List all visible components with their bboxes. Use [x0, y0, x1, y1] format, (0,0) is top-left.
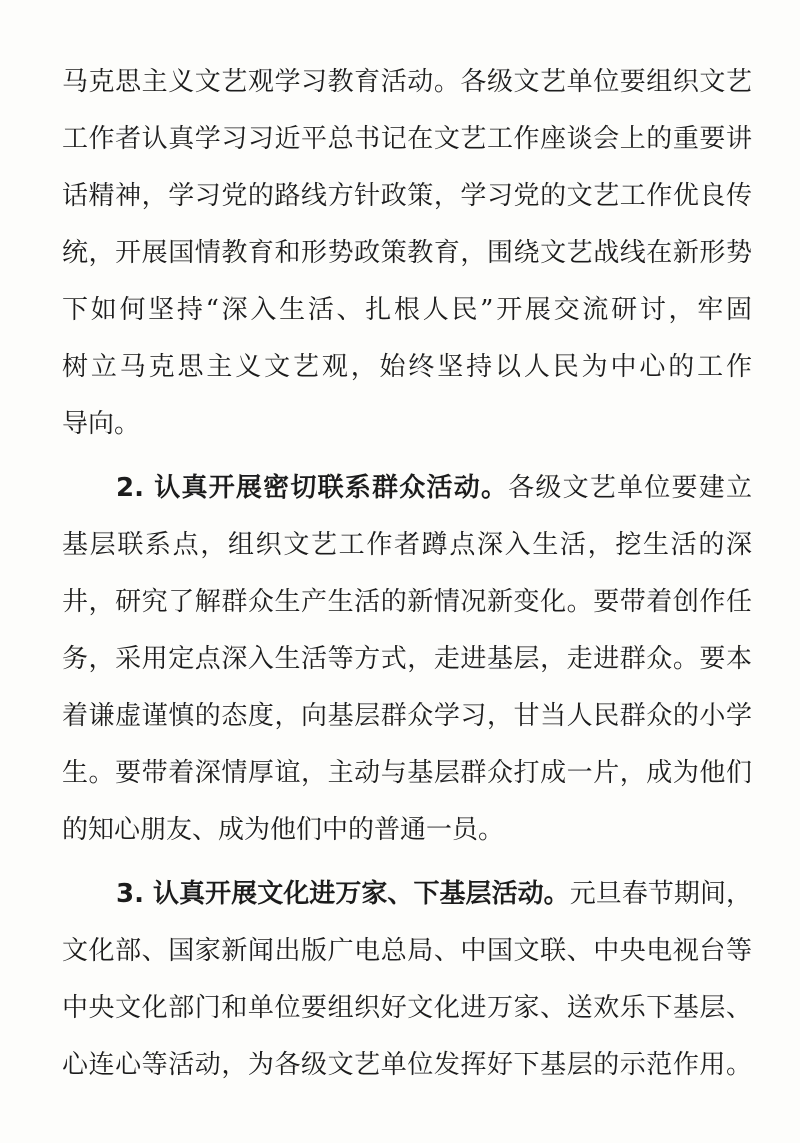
paragraph-3-first-line-text: 元旦春节期间，	[569, 879, 752, 909]
paragraph-2-line: 基层联系点，组织文艺工作者蹲点深入生活，挖生活的深	[62, 530, 752, 560]
paragraph-2-first-line-text: 各级文艺单位要建立	[508, 473, 752, 503]
paragraph-1-line: 导向。	[62, 409, 141, 439]
paragraph-1-line: 马克思主义文艺观学习教育活动。各级文艺单位要组织文艺	[62, 67, 752, 97]
paragraph-1-line: 下如何坚持“深入生活、扎根人民”开展交流研讨，牢固	[62, 295, 752, 325]
paragraph-1-line: 树立马克思主义文艺观，始终坚持以人民为中心的工作	[62, 352, 752, 382]
paragraph-3-line: 心连心等活动，为各级文艺单位发挥好下基层的示范作用。	[62, 1050, 752, 1080]
paragraph-3-line: 中央文化部门和单位要组织好文化进万家、送欢乐下基层、	[62, 993, 752, 1023]
paragraph-2-line: 的知心朋友、成为他们中的普通一员。	[62, 815, 505, 845]
paragraph-3-first-line	[62, 874, 752, 914]
paragraph-2-line: 生。要带着深情厚谊，主动与基层群众打成一片，成为他们	[62, 758, 752, 788]
paragraph-3-heading: 3. 认真开展文化进万家、下基层活动。	[116, 879, 570, 909]
paragraph-1-line: 话精神，学习党的路线方针政策，学习党的文艺工作优良传	[62, 181, 752, 211]
paragraph-1-line: 工作者认真学习习近平总书记在文艺工作座谈会上的重要讲	[62, 124, 752, 154]
paragraph-2-first-line	[62, 468, 752, 508]
paragraph-2-line: 井，研究了解群众生产生活的新情况新变化。要带着创作任	[62, 587, 752, 617]
paragraph-2-line: 着谦虚谨慎的态度，向基层群众学习，甘当人民群众的小学	[62, 701, 752, 731]
paragraph-2-heading: 2. 认真开展密切联系群众活动。	[116, 473, 509, 503]
paragraph-1-line: 统，开展国情教育和形势政策教育，围绕文艺战线在新形势	[62, 238, 752, 268]
paragraph-3-line: 文化部、国家新闻出版广电总局、中国文联、中央电视台等	[62, 936, 752, 966]
paragraph-2-line: 务，采用定点深入生活等方式，走进基层，走进群众。要本	[62, 644, 752, 674]
